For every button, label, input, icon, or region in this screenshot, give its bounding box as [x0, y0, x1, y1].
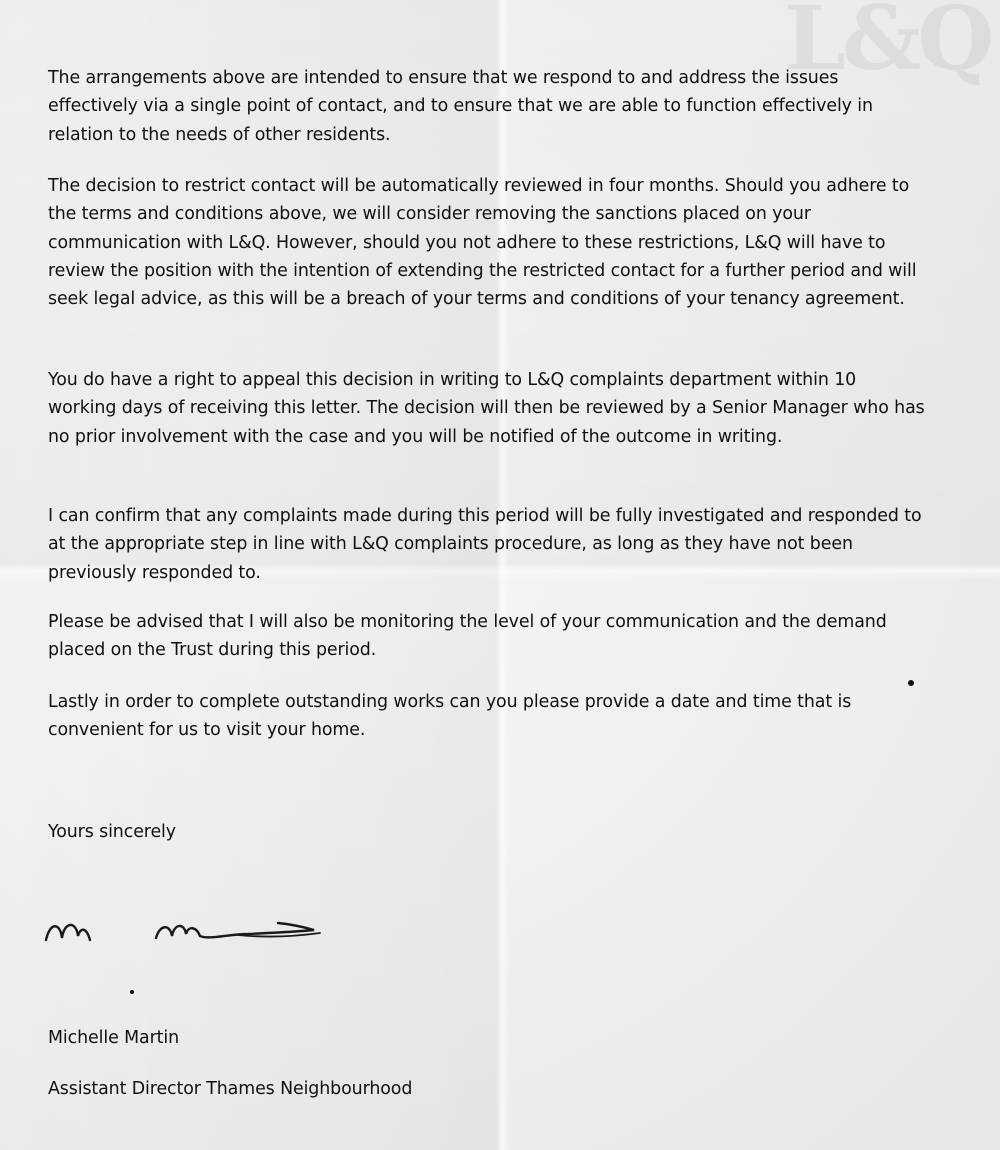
- show-through-logo: L&Q: [784, 0, 990, 90]
- signatory-title: Assistant Director Thames Neighbourhood: [48, 1079, 413, 1099]
- paragraph-outstanding-works: Lastly in order to complete outstanding works can you please provide a date and time that is convenient for us to visit your home.: [48, 692, 852, 741]
- paragraph-right-to-appeal: You do have a right to appeal this decision in writing to L&Q complaints department within 10 working days of receiving this letter. The decision will then be reviewed by a Senior Manager who has no prior involvement with the case and you will be notified of the outcome in writing.: [48, 370, 925, 447]
- paragraph-monitoring: Please be advised that I will also be monitoring the level of your communication and the demand placed on the Trust during this period.: [48, 612, 887, 661]
- ink-dot: [130, 990, 134, 994]
- handwritten-signature: [38, 900, 338, 960]
- signatory-name: Michelle Martin: [48, 1028, 179, 1048]
- paragraph-arrangements: The arrangements above are intended to ensure that we respond to and address the issues effectively via a single point of contact, and to ensure that we are able to function effectively in relation to the needs of other residents.: [48, 68, 873, 145]
- closing-line: Yours sincerely: [48, 822, 176, 842]
- ink-dot: [908, 680, 914, 686]
- paragraph-decision-review: The decision to restrict contact will be automatically reviewed in four months. Should you adhere to the terms and conditions above, we will consider removing the sanctions placed on your communication with L&Q. However, should you not adhere to these restrictions, L&Q will have to review the position with the intention of extending the restricted contact for a further period and will seek legal advice, as this will be a breach of your terms and conditions of your tenancy agreement.: [48, 176, 917, 310]
- paragraph-complaints-investigated: I can confirm that any complaints made during this period will be fully investigated and responded to at the appropriate step in line with L&Q complaints procedure, as long as they have not been previously responded to.: [48, 506, 922, 583]
